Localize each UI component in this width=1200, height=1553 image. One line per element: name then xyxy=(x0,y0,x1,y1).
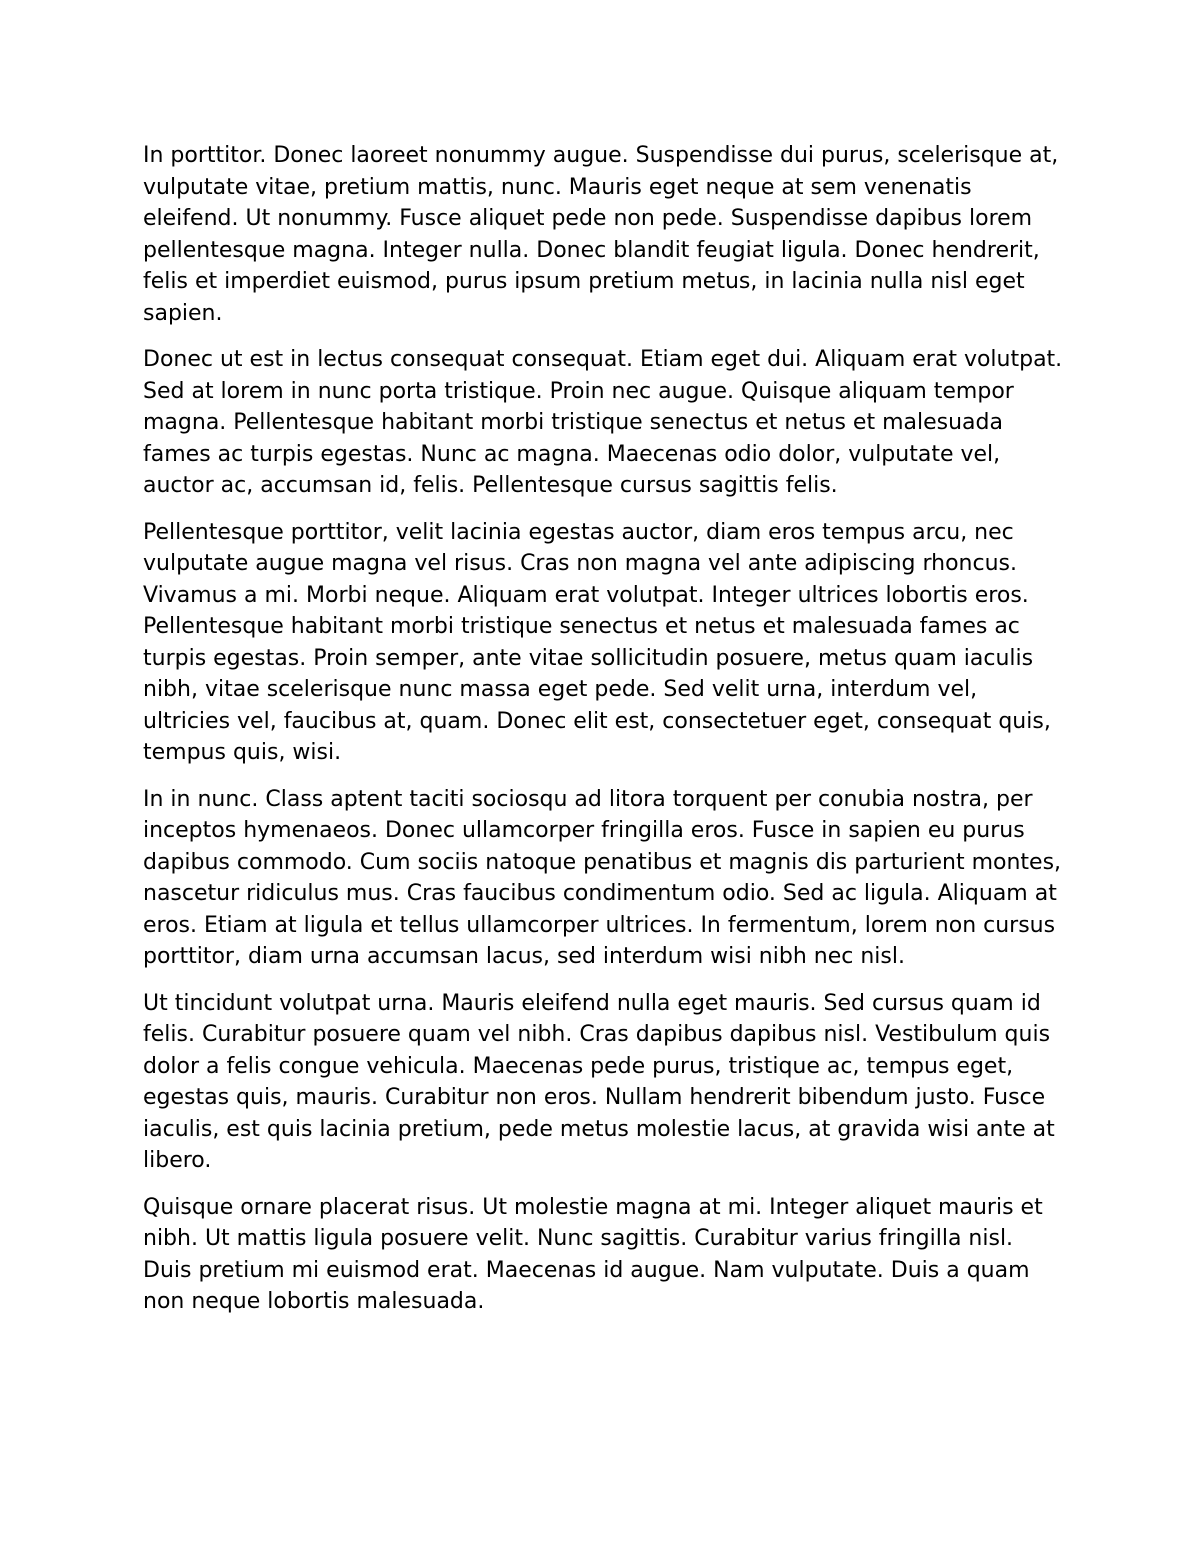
document-page xyxy=(143,140,1068,1333)
paragraph-4: In in nunc. Class aptent taciti sociosqu ad litora torquent per conubia nostra, per inceptos hymenaeos. Donec ullamcorper fringilla eros. Fusce in sapien eu purus dapibus commodo. Cum sociis natoque penatibus et magnis dis parturient montes, nascetur ridiculus mus. Cras faucibus condimentum odio. Sed ac ligula. Aliquam at eros. Etiam at ligula et tellus ullamcorper ultrices. In fermentum, lorem non cursus porttitor, diam urna accumsan lacus, sed interdum wisi nibh nec nisl. xyxy=(143,786,1062,969)
paragraph-6: Quisque ornare placerat risus. Ut molestie magna at mi. Integer aliquet mauris et nibh. Ut mattis ligula posuere velit. Nunc sagittis. Curabitur varius fringilla nisl. Duis pretium mi euismod erat. Maecenas id augue. Nam vulputate. Duis a quam non neque lobortis malesuada. xyxy=(143,1194,1043,1314)
paragraph-5: Ut tincidunt volutpat urna. Mauris eleifend nulla eget mauris. Sed cursus quam id felis. Curabitur posuere quam vel nibh. Cras dapibus dapibus nisl. Vestibulum quis dolor a felis congue vehicula. Maecenas pede purus, tristique ac, tempus eget, egestas quis, mauris. Curabitur non eros. Nullam hendrerit bibendum justo. Fusce iaculis, est quis lacinia pretium, pede metus molestie lacus, at gravida wisi ante at libero. xyxy=(143,990,1055,1173)
paragraph-2: Donec ut est in lectus consequat consequat. Etiam eget dui. Aliquam erat volutpat. Sed at lorem in nunc porta tristique. Proin nec augue. Quisque aliquam tempor magna. Pellentesque habitant morbi tristique senectus et netus et malesuada fames ac turpis egestas. Nunc ac magna. Maecenas odio dolor, vulputate vel, auctor ac, accumsan id, felis. Pellentesque cursus sagittis felis. xyxy=(143,347,1063,498)
paragraph-3: Pellentesque porttitor, velit lacinia egestas auctor, diam eros tempus arcu, nec vulputate augue magna vel risus. Cras non magna vel ante adipiscing rhoncus. Vivamus a mi. Morbi neque. Aliquam erat volutpat. Integer ultrices lobortis eros. Pellentesque habitant morbi tristique senectus et netus et malesuada fames ac turpis egestas. Proin semper, ante vitae sollicitudin posuere, metus quam iaculis nibh, vitae scelerisque nunc massa eget pede. Sed velit urna, interdum vel, ultricies vel, faucibus at, quam. Donec elit est, consectetuer eget, consequat quis, tempus quis, wisi. xyxy=(143,519,1051,765)
paragraph-1: In porttitor. Donec laoreet nonummy augue. Suspendisse dui purus, scelerisque at, vulputate vitae, pretium mattis, nunc. Mauris eget neque at sem venenatis eleifend. Ut nonummy. Fusce aliquet pede non pede. Suspendisse dapibus lorem pellentesque magna. Integer nulla. Donec blandit feugiat ligula. Donec hendrerit, felis et imperdiet euismod, purus ipsum pretium metus, in lacinia nulla nisl eget sapien. xyxy=(143,143,1059,326)
